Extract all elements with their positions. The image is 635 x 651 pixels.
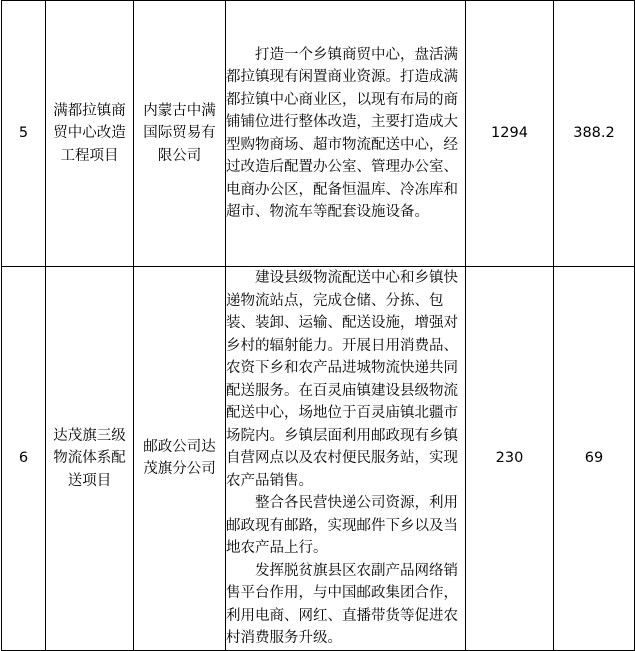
funding-value: 388.2	[554, 1, 635, 267]
project-name: 达茂旗三级物流体系配送项目	[46, 267, 134, 651]
row-number: 6	[2, 267, 46, 651]
project-name: 满都拉镇商贸中心改造工程项目	[46, 1, 134, 267]
project-description	[226, 267, 466, 651]
implementing-organization: 内蒙古中满国际贸易有限公司	[134, 1, 226, 267]
implementing-organization: 邮政公司达茂旗分公司	[134, 267, 226, 651]
project-description	[226, 1, 466, 267]
description-paragraph: 打造一个乡镇商贸中心，盘活满都拉镇现有闲置商业资源。打造成满都拉镇中心商业区，以现有布局的商铺铺位进行整体改造，主要打造成大型购物商场、超市物流配送中心，经过改造后配置办公室、管理办公室、电商办公区，配备恒温库、冷冻库和超市、物流车等配套设施设备。	[226, 46, 458, 220]
row-number: 5	[2, 1, 46, 267]
description-paragraph: 建设县级物流配送中心和乡镇快递物流站点，完成仓储、分拣、包装、装卸、运输、配送设施，增强对乡村的辐射能力。开展日用消费品、农资下乡和农产品进城物流快递共同配送服务。在百灵庙镇建设县级物流配送中心，场地位于百灵庙镇北疆市场院内。乡镇层面利用邮政现有乡镇自营网点以及农村便民服务站，实现农产品销售。	[226, 270, 458, 489]
table-row	[2, 1, 635, 267]
description-paragraph: 发挥脱贫旗县区农副产品网络销售平台作用，与中国邮政集团合作，利用电商、网红、直播带货等促进农村消费服务升级。	[226, 562, 458, 646]
description-paragraph: 整合各民营快递公司资源，利用邮政现有邮路，实现邮件下乡以及当地农产品上行。	[226, 495, 458, 556]
table-row	[2, 267, 635, 651]
investment-value: 1294	[466, 1, 554, 267]
funding-value: 69	[554, 267, 635, 651]
investment-value: 230	[466, 267, 554, 651]
project-table	[1, 0, 635, 651]
